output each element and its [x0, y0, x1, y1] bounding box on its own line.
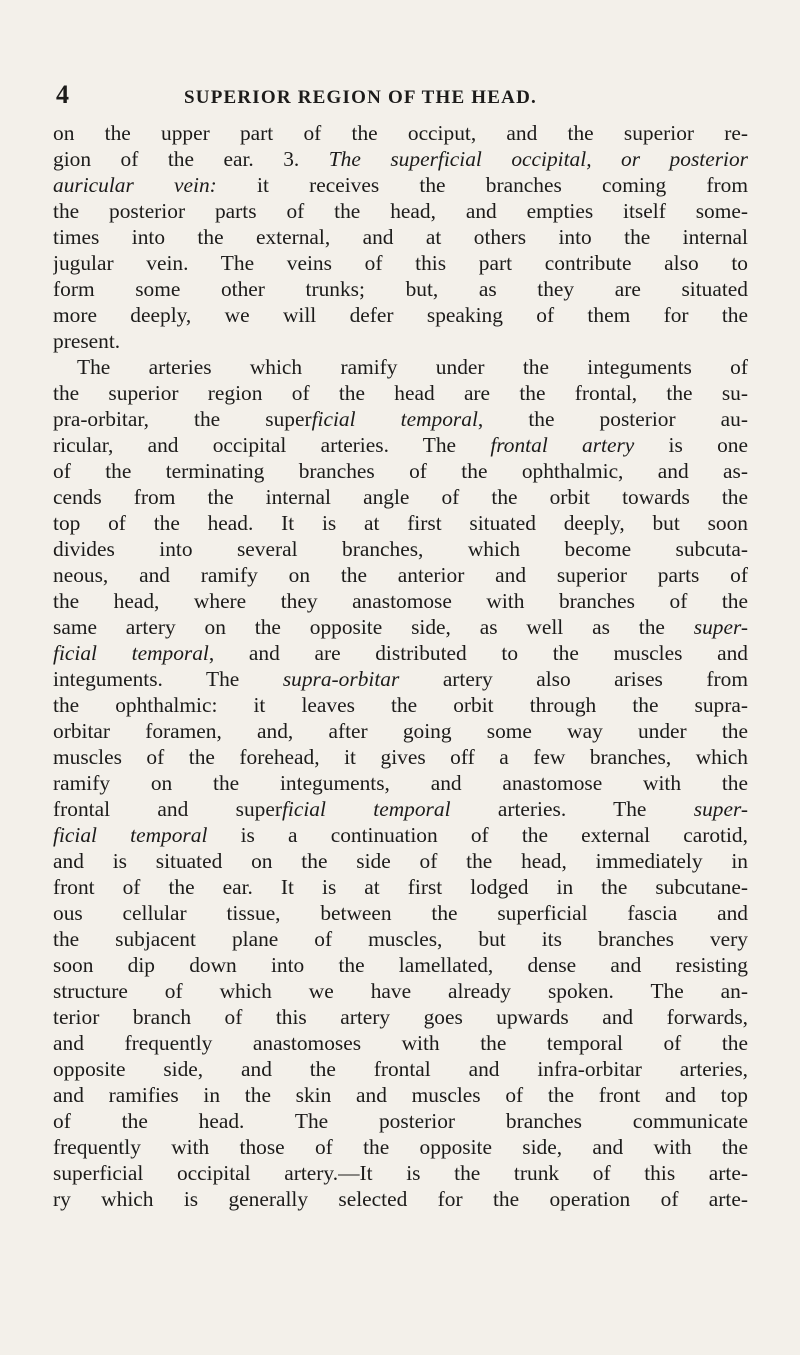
text-line: and is situated on the side of the head, immediately in — [53, 849, 748, 873]
text-line: divides into several branches, which become subcuta- — [53, 537, 748, 561]
text-line: and frequently anastomoses with the temporal of the — [53, 1031, 748, 1055]
text-line: auricular vein: it receives the branches coming from — [53, 173, 748, 197]
text-line: ficial temporal is a continuation of the external carotid, — [53, 823, 748, 847]
text-line: the ophthalmic: it leaves the orbit through the supra- — [53, 693, 748, 717]
text-line: more deeply, we will defer speaking of them for the — [53, 303, 748, 327]
text-line: orbitar foramen, and, after going some way under the — [53, 719, 748, 743]
text-line: structure of which we have already spoken. The an- — [53, 979, 748, 1003]
text-line: frequently with those of the opposite side, and with the — [53, 1135, 748, 1159]
page-header — [50, 80, 750, 114]
text-line: ficial temporal, and are distributed to the muscles and — [53, 641, 748, 665]
text-line: integuments. The supra-orbitar artery also arises from — [53, 667, 748, 691]
text-line: top of the head. It is at first situated deeply, but soon — [53, 511, 748, 535]
text-line: on the upper part of the occiput, and the superior re- — [53, 121, 748, 145]
text-line: of the terminating branches of the ophthalmic, and as- — [53, 459, 748, 483]
text-line: The arteries which ramify under the integuments of — [77, 355, 748, 379]
text-line: cends from the internal angle of the orbit towards the — [53, 485, 748, 509]
text-line: opposite side, and the frontal and infra-orbitar arteries, — [53, 1057, 748, 1081]
text-line: present. — [53, 329, 121, 353]
text-line: pra-orbitar, the superficial temporal, the posterior au- — [53, 407, 748, 431]
text-line: soon dip down into the lamellated, dense and resisting — [53, 953, 748, 977]
text-line: and ramifies in the skin and muscles of the front and top — [53, 1083, 748, 1107]
text-line: terior branch of this artery goes upwards and forwards, — [53, 1005, 748, 1029]
text-line: ry which is generally selected for the operation of arte- — [53, 1187, 748, 1211]
text-line: ricular, and occipital arteries. The frontal artery is one — [53, 433, 748, 457]
text-line: superficial occipital artery.—It is the trunk of this arte- — [53, 1161, 748, 1185]
text-line: jugular vein. The veins of this part contribute also to — [53, 251, 748, 275]
text-line: the head, where they anastomose with branches of the — [53, 589, 748, 613]
text-line: of the head. The posterior branches communicate — [53, 1109, 748, 1133]
text-line: front of the ear. It is at first lodged in the subcutane- — [53, 875, 748, 899]
text-line: form some other trunks; but, as they are situated — [53, 277, 748, 301]
text-line: gion of the ear. 3. The superficial occipital, or posterior — [53, 147, 748, 171]
text-line: muscles of the forehead, it gives off a few branches, which — [53, 745, 748, 769]
running-head: SUPERIOR REGION OF THE HEAD. — [184, 87, 537, 108]
text-line: the subjacent plane of muscles, but its branches very — [53, 927, 748, 951]
text-line: the superior region of the head are the frontal, the su- — [53, 381, 748, 405]
text-line: neous, and ramify on the anterior and superior parts of — [53, 563, 748, 587]
body-text — [53, 120, 748, 1212]
text-line: ramify on the integuments, and anastomose with the — [53, 771, 748, 795]
text-line: ous cellular tissue, between the superficial fascia and — [53, 901, 748, 925]
page-number: 4 — [56, 80, 69, 109]
text-line: times into the external, and at others into the internal — [53, 225, 748, 249]
text-line: same artery on the opposite side, as well as the super- — [53, 615, 748, 639]
text-line: the posterior parts of the head, and empties itself some- — [53, 199, 748, 223]
text-line: frontal and superficial temporal arteries. The super- — [53, 797, 748, 821]
